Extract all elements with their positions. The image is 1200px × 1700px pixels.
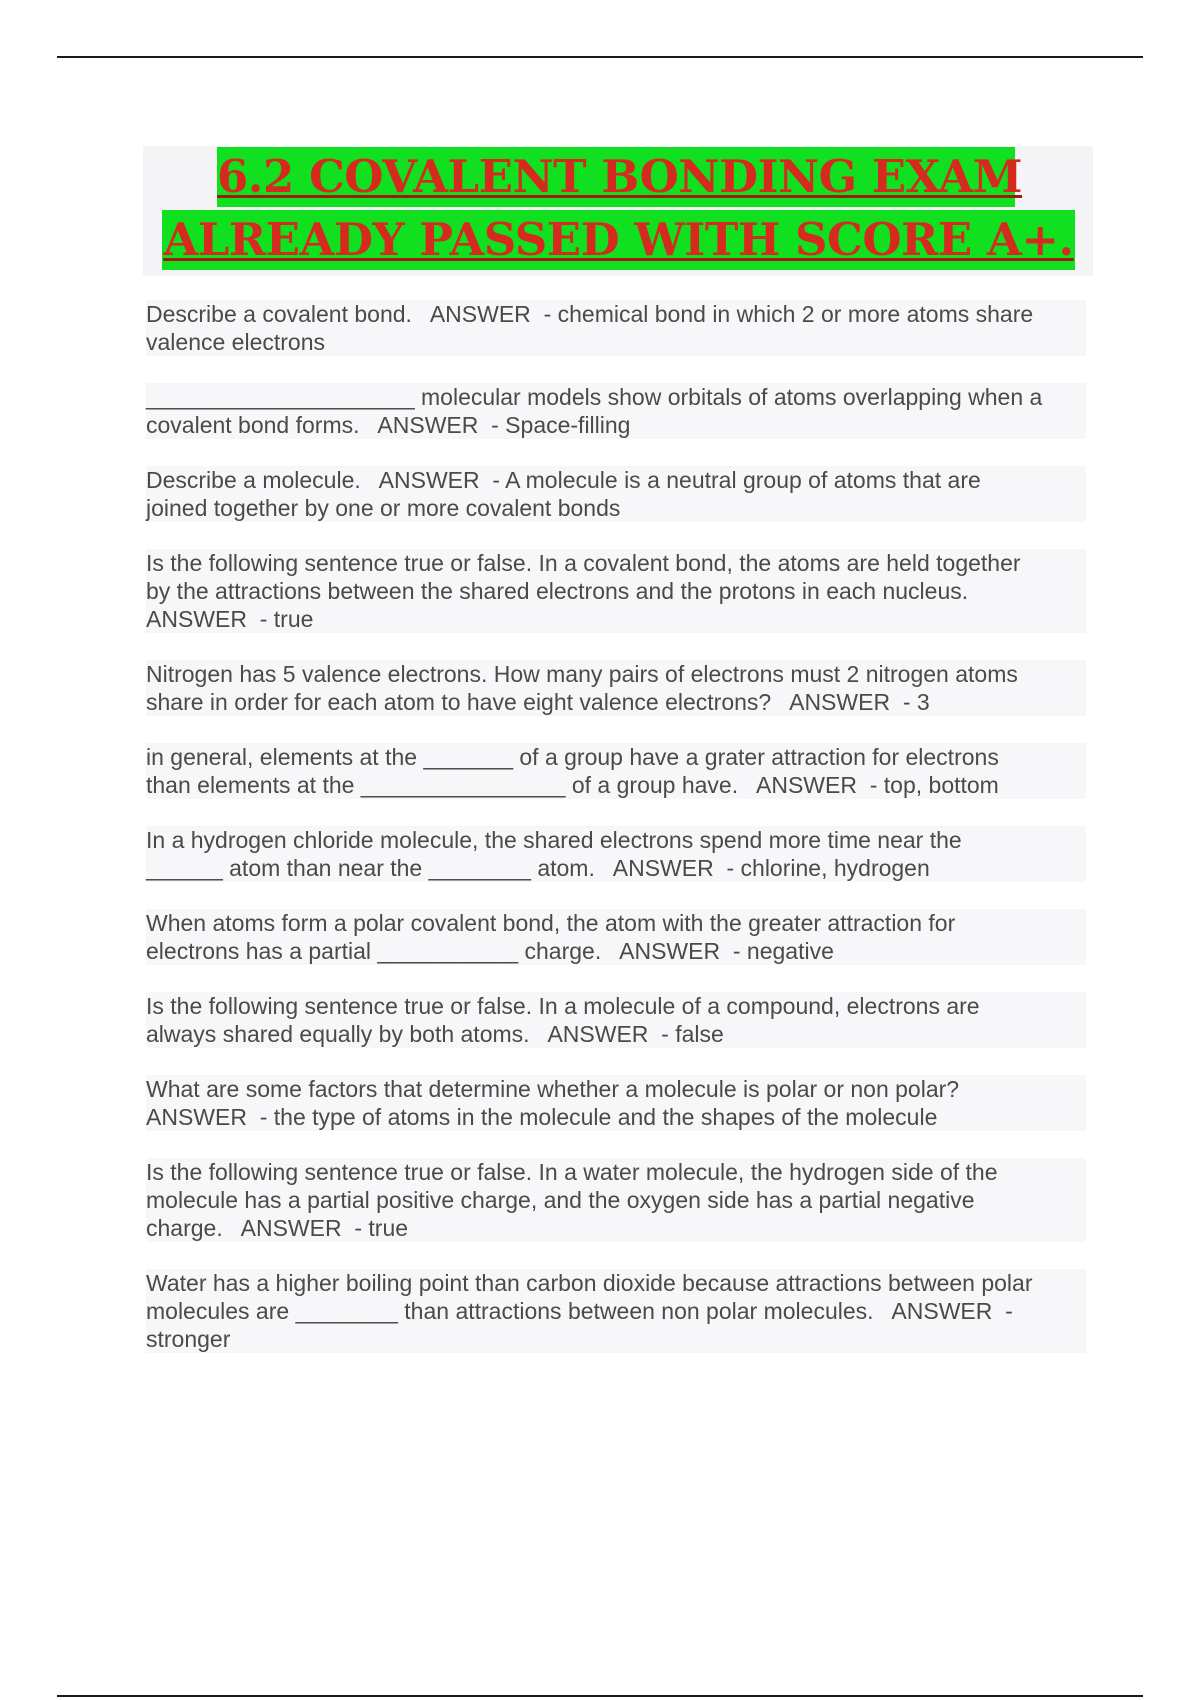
qa-item: Is the following sentence true or false. In a molecule of a compound, electrons are always shared equally by both atoms. ANSWER - false xyxy=(146,992,1086,1048)
qa-item: Is the following sentence true or false. In a covalent bond, the atoms are held together by the attractions between the shared electrons and the protons in each nucleus. ANSWER - true xyxy=(146,549,1086,633)
document-title-line-2: ALREADY PASSED WITH SCORE A+. xyxy=(162,210,1075,270)
qa-item: _____________________ molecular models show orbitals of atoms overlapping when a covalent bond forms. ANSWER - Space-filling xyxy=(146,383,1086,439)
qa-item: What are some factors that determine whether a molecule is polar or non polar? ANSWER - the type of atoms in the molecule and the shapes of the molecule xyxy=(146,1075,1086,1131)
qa-item: Water has a higher boiling point than carbon dioxide because attractions between polar molecules are ________ than attractions between non polar molecules. ANSWER - stronger xyxy=(146,1269,1086,1353)
qa-item: When atoms form a polar covalent bond, the atom with the greater attraction for electrons has a partial ___________ charge. ANSWER - negative xyxy=(146,909,1086,965)
qa-item: in general, elements at the _______ of a group have a grater attraction for electrons than elements at the ________________ of a group have. ANSWER - top, bottom xyxy=(146,743,1086,799)
qa-item: Describe a molecule. ANSWER - A molecule is a neutral group of atoms that are joined together by one or more covalent bonds xyxy=(146,466,1086,522)
top-rule xyxy=(57,56,1143,58)
qa-item: Describe a covalent bond. ANSWER - chemical bond in which 2 or more atoms share valence electrons xyxy=(146,300,1086,356)
qa-item: In a hydrogen chloride molecule, the shared electrons spend more time near the ______ atom than near the ________ atom. ANSWER - chlorine, hydrogen xyxy=(146,826,1086,882)
qa-list xyxy=(146,300,1086,1380)
qa-item: Nitrogen has 5 valence electrons. How many pairs of electrons must 2 nitrogen atoms share in order for each atom to have eight valence electrons? ANSWER - 3 xyxy=(146,660,1086,716)
document-title-line-1: 6.2 COVALENT BONDING EXAM xyxy=(217,147,1015,207)
qa-item: Is the following sentence true or false. In a water molecule, the hydrogen side of the molecule has a partial positive charge, and the oxygen side has a partial negative charge. ANSWER - true xyxy=(146,1158,1086,1242)
bottom-rule xyxy=(57,1695,1143,1697)
